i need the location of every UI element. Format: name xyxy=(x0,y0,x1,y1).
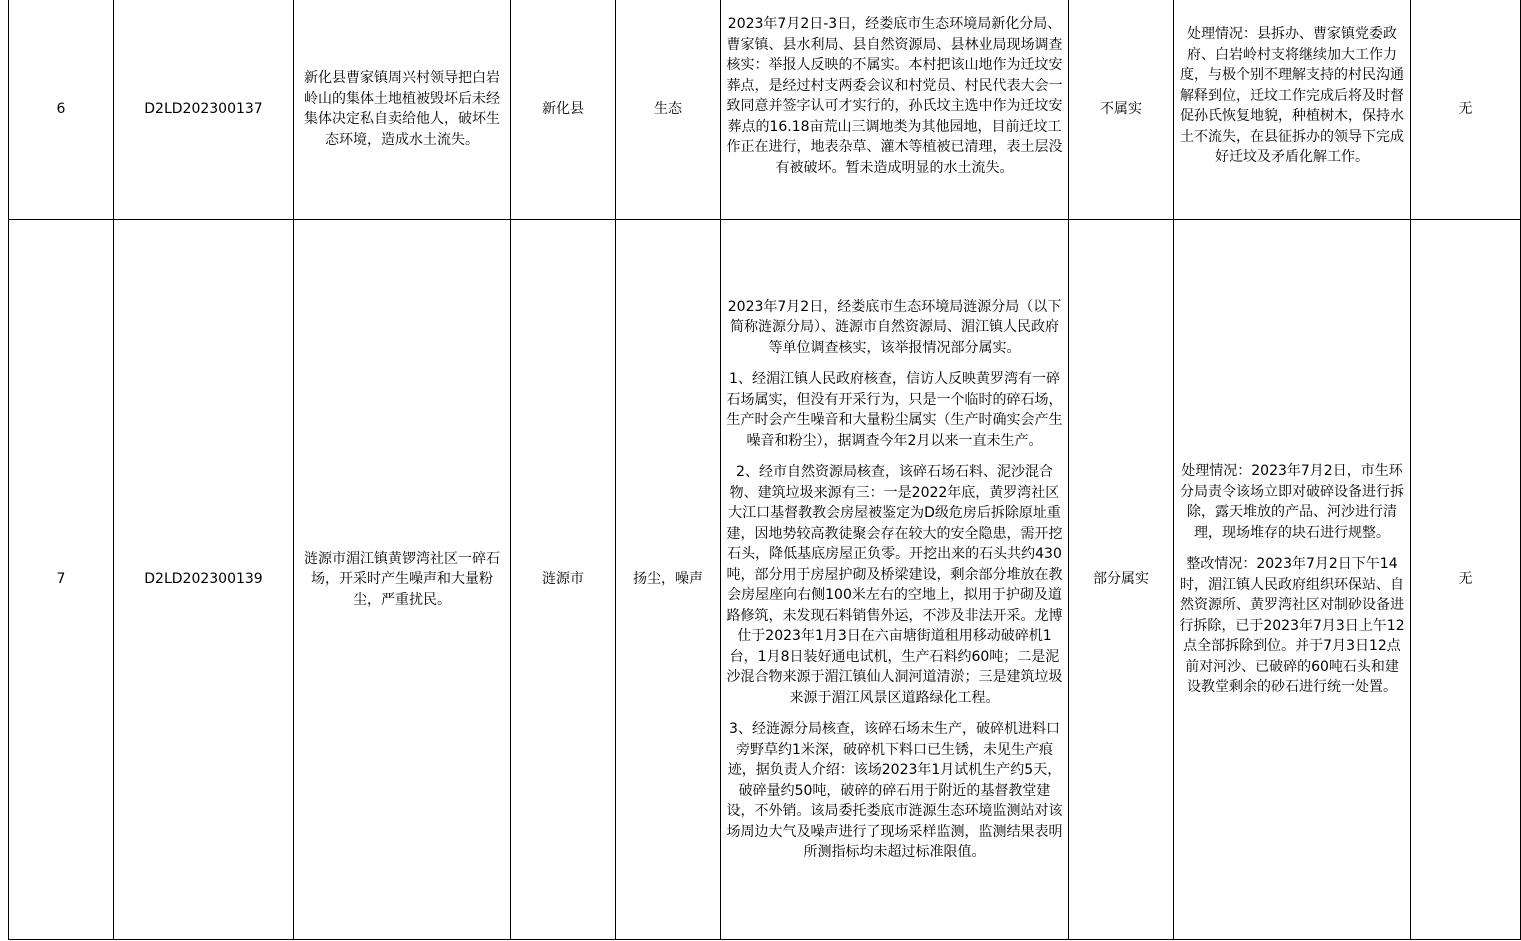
accountability-cell: 无 xyxy=(1411,220,1521,940)
county-cell: 新化县 xyxy=(511,0,616,220)
complaint-content-cell: 涟源市湄江镇黄锣湾社区一碎石场，开采时产生噪声和大量粉尘，严重扰民。 xyxy=(294,220,511,940)
handling-paragraph: 处理情况：县拆办、曹家镇党委政府、白岩岭村支将继续加大工作力度，与极个别不理解支持的村民沟通解释到位，迁坟工作完成后将及时督促孙氏恢复地貌，种植树木，保持水土不流失，在县征拆办的领导下完成好迁坟及矛盾化解工作。 xyxy=(1180,26,1404,166)
seq-cell: 6 xyxy=(9,0,114,220)
seq-cell: 7 xyxy=(9,220,114,940)
investigation-cell xyxy=(721,220,1069,940)
investigation-paragraph: 2023年7月2日-3日，经娄底市生态环境局新化分局、曹家镇、县水利局、县自然资源局、县林业局现场调查核实：举报人反映的不属实。本村把该山地作为迁坟安葬点，是经过村支两委会议和村党员、村民代表大会一致同意并签字认可才实行的，孙氏坟主选中作为迁坟安葬点的16.18亩荒山三调地类为其他园地，目前迁坟工作正在进行，地表杂草、灌木等植被已清理，表土层没有被破坏。暂未造成明显的水土流失。 xyxy=(726,16,1063,176)
handling-cell xyxy=(1174,0,1411,220)
investigation-paragraph: 1、经湄江镇人民政府核查，信访人反映黄罗湾有一碎石场属实，但没有开采行为，只是一个临时的碎石场，生产时会产生噪音和大量粉尘属实（生产时确实会产生噪音和粉尘），据调查今年2月以来一直未生产。 xyxy=(726,371,1063,449)
category-cell: 扬尘，噪声 xyxy=(616,220,721,940)
investigation-paragraph: 2023年7月2日，经娄底市生态环境局涟源分局（以下简称涟源分局）、涟源市自然资源局、湄江镇人民政府等单位调查核实，该举报情况部分属实。 xyxy=(727,298,1062,356)
case-code-cell: D2LD202300139 xyxy=(114,220,294,940)
case-code-cell: D2LD202300137 xyxy=(114,0,294,220)
investigation-cell xyxy=(721,0,1069,220)
investigation-paragraph: 2、经市自然资源局核查，该碎石场石料、泥沙混合物、建筑垃圾来源有三：一是2022年底，黄罗湾社区大江口基督教教会房屋被鉴定为D级危房后拆除原址重建，因地势较高教徒聚会存在较大的安全隐患，需开挖石头，降低基底房屋正负零。开挖出来的石头共约430吨，部分用于房屋护砌及桥梁建设，剩余部分堆放在教会房屋座向右侧100米左右的空地上，拟用于护砌及道路修筑，未发现石料销售外运，不涉及非法开采。龙博仕于2023年1月3日在六亩塘街道租用移动破碎机1台，1月8日装好通电试机，生产石料约60吨；二是泥沙混合物来源于湄江镇仙人洞河道清淤；三是建筑垃圾来源于湄江风景区道路绿化工程。 xyxy=(726,464,1063,706)
table-row xyxy=(9,220,1521,940)
handling-paragraph: 整改情况：2023年7月2日下午14时，湄江镇人民政府组织环保站、自然资源所、黄罗湾社区对制砂设备进行拆除，已于2023年7月3日上午12点全部拆除到位。并于7月3日12点前对河沙、已破碎的60吨石头和建设教堂剩余的砂石进行统一处置。 xyxy=(1179,556,1405,696)
handling-cell xyxy=(1174,220,1411,940)
complaint-table xyxy=(8,0,1521,940)
category-cell: 生态 xyxy=(616,0,721,220)
accountability-cell: 无 xyxy=(1411,0,1521,220)
county-cell: 涟源市 xyxy=(511,220,616,940)
table-row xyxy=(9,0,1521,220)
verdict-cell: 不属实 xyxy=(1069,0,1174,220)
investigation-paragraph: 3、经涟源分局核查，该碎石场未生产，破碎机进料口旁野草约1米深，破碎机下料口已生锈，未见生产痕迹，据负责人介绍：该场2023年1月试机生产约5天，破碎量约50吨，破碎的碎石用于附近的基督教堂建设，不外销。该局委托娄底市涟源生态环境监测站对该场周边大气及噪声进行了现场采样监测，监测结果表明所测指标均未超过标准限值。 xyxy=(726,721,1063,860)
handling-paragraph: 处理情况：2023年7月2日，市生环分局责令该场立即对破碎设备进行拆除，露天堆放的产品、河沙进行清理，现场堆存的块石进行规整。 xyxy=(1180,463,1404,541)
complaint-content-cell: 新化县曹家镇周兴村领导把白岩岭山的集体土地植被毁坏后未经集体决定私自卖给他人，破坏生态环境，造成水土流失。 xyxy=(294,0,511,220)
verdict-cell: 部分属实 xyxy=(1069,220,1174,940)
